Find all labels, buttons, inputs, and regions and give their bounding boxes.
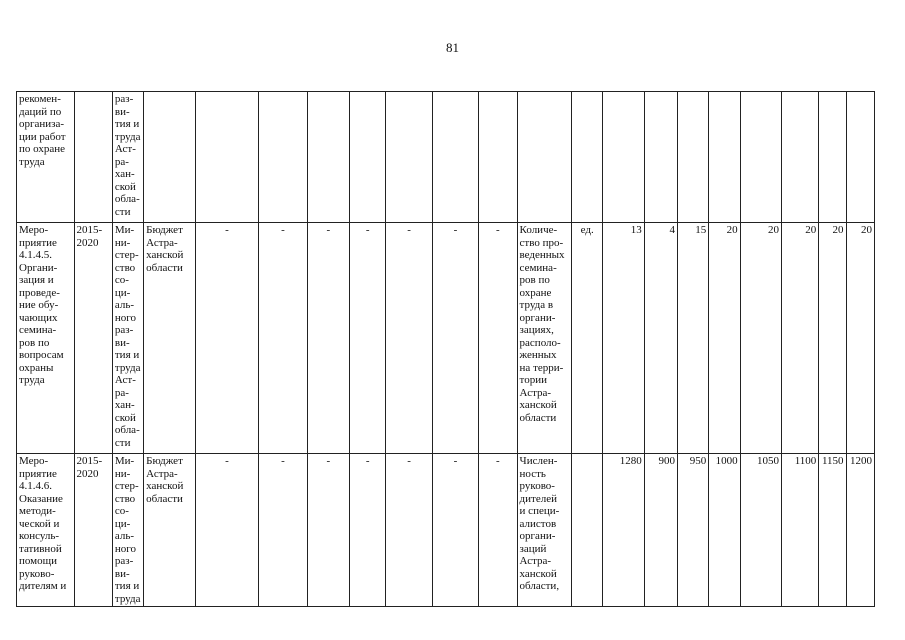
measure-cell: Меро- приятие 4.1.4.5. Органи- зация и проведе- ние обу- чающих семина- ров по вопросам охраны труда (17, 223, 75, 454)
value-cell (603, 92, 644, 223)
indicator-cell (517, 92, 572, 223)
value-cell: 1100 (781, 454, 818, 607)
funding-cell: - (386, 223, 432, 454)
value-cell: 950 (678, 454, 709, 607)
value-cell: 1150 (819, 454, 846, 607)
indicator-cell: Числен- ность руково- дителей и специ- алистов органи- заций Астра- ханской области, (517, 454, 572, 607)
table-row (17, 223, 875, 454)
value-cell (644, 92, 677, 223)
table-row (17, 454, 875, 607)
funding-cell (479, 92, 517, 223)
funding-cell: - (195, 223, 259, 454)
program-measures-table (16, 91, 875, 607)
unit-cell (572, 454, 603, 607)
funding-cell (259, 92, 307, 223)
funding-cell (432, 92, 478, 223)
measure-cell: Меро- приятие 4.1.4.6. Оказание методи- ческой и консуль- тативной помощи руково- дителям и (17, 454, 75, 607)
value-cell (781, 92, 818, 223)
funding-cell: - (432, 223, 478, 454)
value-cell: 1280 (603, 454, 644, 607)
funding-cell (350, 92, 386, 223)
funding-cell: - (350, 454, 386, 607)
value-cell (819, 92, 846, 223)
value-cell (740, 92, 781, 223)
value-cell (678, 92, 709, 223)
executor-cell: Ми- ни- стер- ство со- ци- аль- ного раз- ви- тия и труда Аст- ра- хан- ской обла- сти (112, 223, 143, 454)
value-cell: 20 (781, 223, 818, 454)
funding-cell: - (195, 454, 259, 607)
funding-cell: - (479, 454, 517, 607)
funding-cell: - (259, 223, 307, 454)
period-cell (74, 92, 112, 223)
value-cell: 1050 (740, 454, 781, 607)
executor-cell: раз- ви- тия и труда Аст- ра- хан- ской обла- сти (112, 92, 143, 223)
value-cell (846, 92, 874, 223)
funding-cell (386, 92, 432, 223)
value-cell: 4 (644, 223, 677, 454)
value-cell: 15 (678, 223, 709, 454)
funding-cell: - (432, 454, 478, 607)
funding-source-cell: Бюджет Астра- ханской области (144, 454, 195, 607)
value-cell: 20 (819, 223, 846, 454)
value-cell (709, 92, 740, 223)
funding-cell (195, 92, 259, 223)
indicator-cell: Количе- ство про- веденных семина- ров по охране труда в органи- зациях, располо- женных на терри- тории Астра- ханской области (517, 223, 572, 454)
value-cell: 1200 (846, 454, 874, 607)
value-cell: 1000 (709, 454, 740, 607)
funding-cell: - (307, 223, 349, 454)
funding-source-cell (144, 92, 195, 223)
unit-cell (572, 92, 603, 223)
funding-cell: - (479, 223, 517, 454)
page-number: 81 (446, 40, 459, 55)
funding-source-cell: Бюджет Астра- ханской области (144, 223, 195, 454)
funding-cell: - (307, 454, 349, 607)
table-row (17, 92, 875, 223)
funding-cell: - (259, 454, 307, 607)
value-cell: 13 (603, 223, 644, 454)
value-cell: 900 (644, 454, 677, 607)
value-cell: 20 (709, 223, 740, 454)
measure-cell: рекомен- даций по организа- ции работ по охране труда (17, 92, 75, 223)
period-cell: 2015- 2020 (74, 454, 112, 607)
executor-cell: Ми- ни- стер- ство со- ци- аль- ного раз- ви- тия и труда (112, 454, 143, 607)
unit-cell: ед. (572, 223, 603, 454)
value-cell: 20 (740, 223, 781, 454)
funding-cell (307, 92, 349, 223)
value-cell: 20 (846, 223, 874, 454)
funding-cell: - (350, 223, 386, 454)
funding-cell: - (386, 454, 432, 607)
period-cell: 2015- 2020 (74, 223, 112, 454)
